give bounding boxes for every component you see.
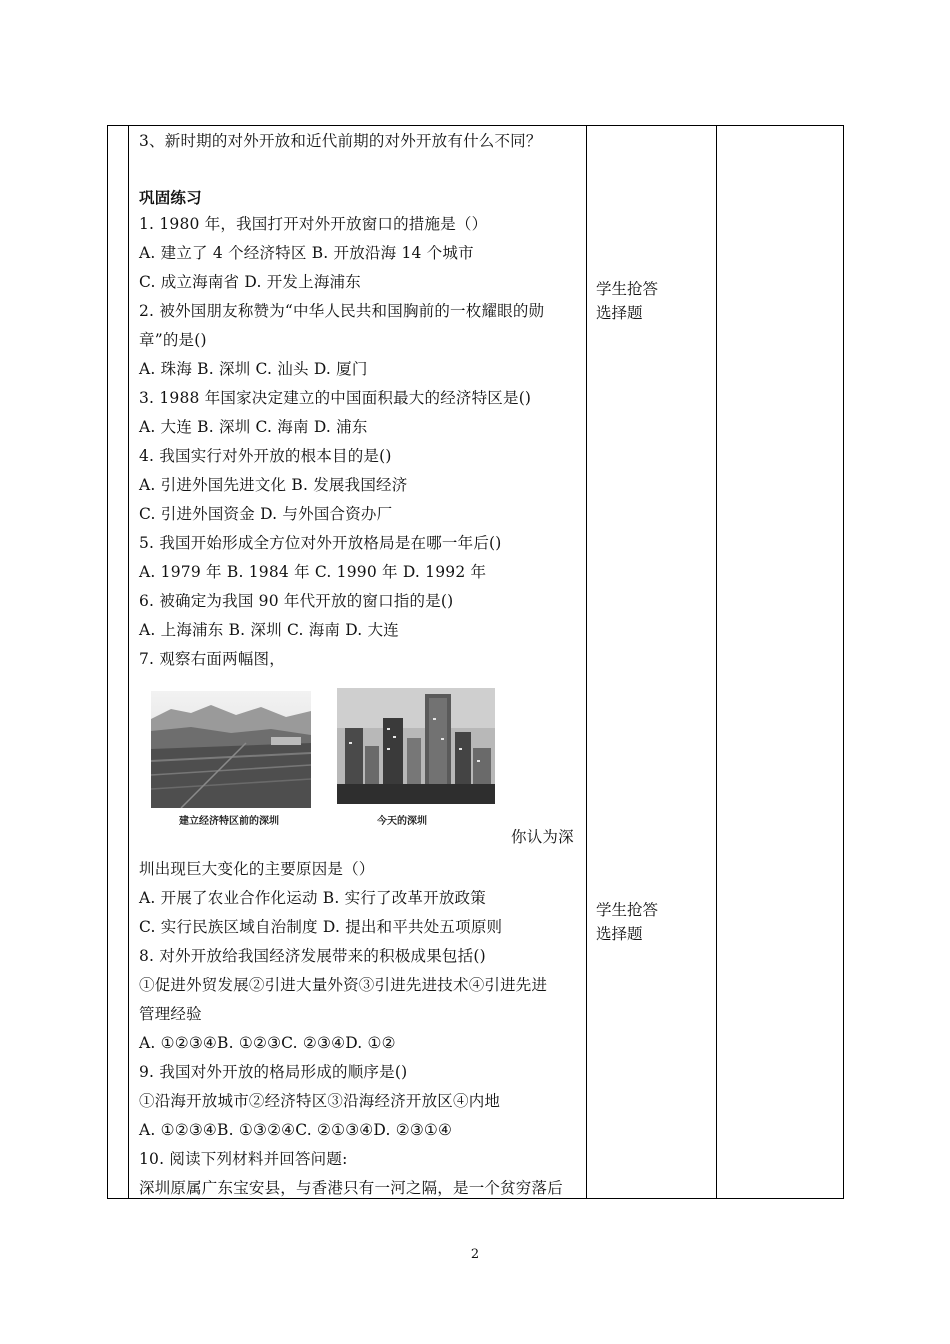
- side-note-2: 学生抢答 选择题: [596, 901, 659, 943]
- exercise-line: 9. 我国对外开放的格局形成的顺序是(): [139, 1063, 408, 1081]
- exercise-line: C. 引进外国资金 D. 与外国合资办厂: [139, 505, 393, 523]
- photo-shenzhen-today: [337, 688, 495, 804]
- exercise-line: A. 引进外国先进文化 B. 发展我国经济: [139, 476, 408, 494]
- exercise-line: A. 开展了农业合作化运动 B. 实行了改革开放政策: [139, 889, 486, 907]
- photo-caption-before: 建立经济特区前的深圳: [179, 816, 279, 827]
- lesson-table: [107, 125, 844, 1199]
- column-divider: [586, 126, 587, 1198]
- exercise-line: 6. 被确定为我国 90 年代开放的窗口指的是(): [139, 592, 454, 610]
- photo-shenzhen-before: [151, 691, 311, 808]
- exercise-line: A. 建立了 4 个经济特区 B. 开放沿海 14 个城市: [139, 244, 474, 262]
- exercise-line: C. 实行民族区域自治制度 D. 提出和平共处五项原则: [139, 918, 503, 936]
- page-number: 2: [470, 1247, 480, 1262]
- exercise-line: A. ①②③④B. ①③②④C. ②①③④D. ②③①④: [139, 1121, 453, 1139]
- exercise-line: 深圳原属广东宝安县，与香港只有一河之隔，是一个贫穷落后: [139, 1179, 563, 1197]
- exercise-line: 你认为深: [511, 828, 574, 846]
- exercise-line: A. 1979 年 B. 1984 年 C. 1990 年 D. 1992 年: [139, 563, 487, 581]
- side-note-1: 学生抢答 选择题: [596, 280, 659, 322]
- exercise-line: 10. 阅读下列材料并回答问题:: [139, 1150, 348, 1168]
- column-divider: [128, 126, 129, 1198]
- exercise-line: 4. 我国实行对外开放的根本目的是(): [139, 447, 392, 465]
- exercise-line: 5. 我国开始形成全方位对外开放格局是在哪一年后(): [139, 534, 502, 552]
- exercise-line: ①沿海开放城市②经济特区③沿海经济开放区④内地: [139, 1092, 501, 1110]
- exercise-line: C. 成立海南省 D. 开发上海浦东: [139, 273, 361, 291]
- exercise-line: 1. 1980 年，我国打开对外开放窗口的措施是（）: [139, 215, 488, 233]
- question-intro: 3、新时期的对外开放和近代前期的对外开放有什么不同？: [139, 132, 542, 150]
- exercise-line: A. 上海浦东 B. 深圳 C. 海南 D. 大连: [139, 621, 399, 639]
- exercise-line: 章”的是(): [139, 331, 207, 349]
- section-title: 巩固练习: [139, 188, 202, 207]
- exercise-line: 7. 观察右面两幅图，: [139, 650, 285, 668]
- exercise-line: ①促进外贸发展②引进大量外资③引进先进技术④引进先进: [139, 976, 548, 994]
- exercise-line: A. ①②③④B. ①②③C. ②③④D. ①②: [139, 1034, 396, 1052]
- photo-caption-today: 今天的深圳: [377, 816, 427, 827]
- column-divider: [716, 126, 717, 1198]
- exercise-line: 圳出现巨大变化的主要原因是（）: [139, 860, 375, 878]
- exercise-line: 管理经验: [139, 1005, 202, 1023]
- exercise-line: A. 珠海 B. 深圳 C. 汕头 D. 厦门: [139, 360, 368, 378]
- exercise-line: 2. 被外国朋友称赞为“中华人民共和国胸前的一枚耀眼的勋: [139, 302, 545, 320]
- exercise-line: A. 大连 B. 深圳 C. 海南 D. 浦东: [139, 418, 368, 436]
- exercise-line: 8. 对外开放给我国经济发展带来的积极成果包括(): [139, 947, 486, 965]
- exercise-line: 3. 1988 年国家决定建立的中国面积最大的经济特区是(): [139, 389, 532, 407]
